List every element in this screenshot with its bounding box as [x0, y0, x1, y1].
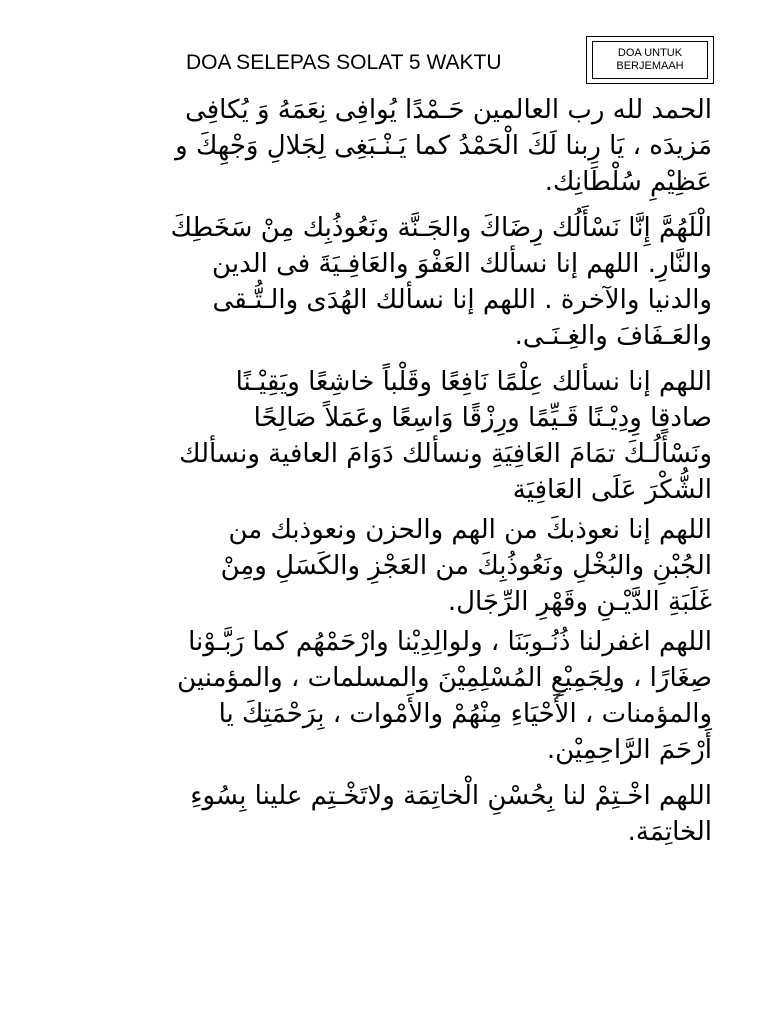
text-line: صِغَارًا ، ولِجَمِيْعِ المُسْلِمِيْنَ والمسلمات ، والمؤمنين — [177, 663, 712, 693]
text-line: اللهم اخْـتِمْ لنا بِحُسْنِ الْخاتِمَة ولاتَخْـتِم علينا بِسُوءِ — [190, 781, 712, 811]
text-line: مَزيدَه ، يَا رِبنا لَكَ الْحَمْدُ كما يَـنْـبَغِى لِجَلالِ وَجْهِكَ و — [175, 131, 712, 161]
label-box-line1: DOA UNTUK — [617, 47, 683, 59]
text-line: الشُّكْرَ عَلَى العَافِيَة — [512, 475, 712, 505]
text-line: اللهم اغفرلنا ذُنُـوبَنَا ، ولوالِدِيْنا وارْحَمْهُم كما رَبَّـوْنا — [188, 627, 712, 657]
text-line: ونَسْأَلُـكَ تمَامَ العَافِيَةِ ونسألك دَوَامَ العافية ونسألك — [179, 439, 712, 469]
document-title: DOA SELEPAS SOLAT 5 WAKTU — [186, 51, 502, 74]
paragraph-4 — [48, 512, 712, 620]
text-line: الْلَهُمَّ إِنَّا نَسْأَلُك رِضَاكَ والجَـنَّة ونَعُوذُبِك مِنْ سَخَطِكَ — [170, 213, 712, 243]
text-line: الخاتِمَة. — [627, 817, 712, 847]
text-line: صادقِا وِدِيْـنًا قَـيِّمًا ورِزْقًا وَاسِعًا وعَمَلاً صَالِحًا — [253, 403, 712, 433]
paragraph-2 — [48, 210, 712, 354]
text-line: الجُبْنِ والبُخْلِ ونَعُوذُبِكَ من العَجْزِ والكَسَلِ ومِنْ — [220, 551, 712, 581]
text-line: اللهم إنا نعوذبكَ من الهم والحزن ونعوذبك من — [228, 515, 712, 545]
text-line: والمؤمنات ، الأَحْيَاءِ مِنْهُمْ والأَمْوات ، بِرَحْمَتِكَ يا — [218, 699, 712, 729]
label-box — [586, 36, 714, 84]
text-line: عَظِيْمِ سُلْطَانِك. — [544, 167, 712, 197]
text-line: غَلَبَةِ الدَّيْـنِ وقَهْرِ الرِّجَال. — [447, 587, 712, 617]
prayer-text — [48, 92, 712, 850]
text-line: والنَّارِ. اللهم إنا نسألك العَفْوَ والعَافِـيَةَ فى الدين — [212, 249, 712, 279]
text-line: أَرْحَمَ الرَّاحِمِيْن. — [546, 735, 712, 765]
text-line: الحمد لله رب العالمين حَـمْدًا يُوافِى نِعَمَهُ وَ يُكافِى — [185, 95, 712, 125]
label-box-inner — [592, 41, 708, 79]
text-line: والعَـفَافَ والغِـنَـى. — [514, 321, 712, 351]
paragraph-5 — [48, 624, 712, 768]
paragraph-6 — [48, 778, 712, 850]
text-line: والدنيا والآخرة . اللهم إنا نسألك الهُدَى والـتُّـقى — [212, 285, 712, 315]
paragraph-3 — [48, 364, 712, 508]
text-line: اللهم إنا نسألك عِلْمًا نَافِعًا وقَلْباً خاشِعًا ويَقِيْـنًا — [235, 367, 712, 397]
paragraph-1 — [48, 92, 712, 200]
label-box-line2: BERJEMAAH — [616, 60, 684, 72]
